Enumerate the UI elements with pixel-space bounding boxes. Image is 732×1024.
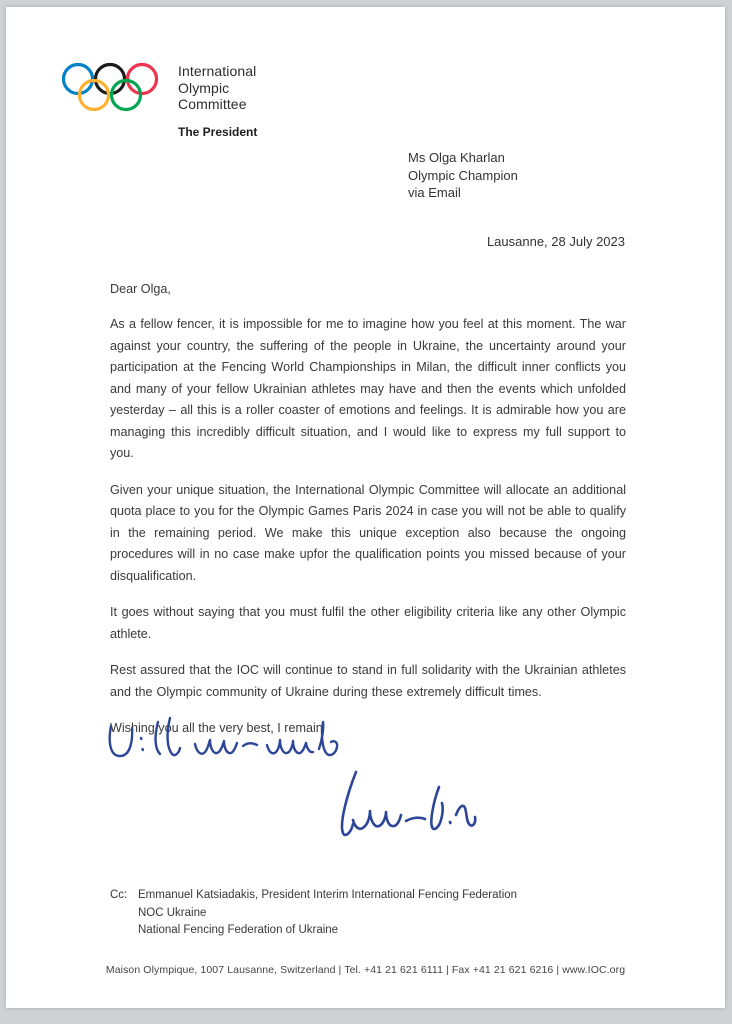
ring-red	[128, 65, 157, 94]
cc-entry: Emmanuel Katsiadakis, President Interim International Fencing Federation	[138, 889, 518, 901]
letter-body	[110, 279, 626, 739]
org-name	[178, 63, 256, 113]
recipient-title: Olympic Champion	[408, 167, 518, 183]
body-paragraph: As a fellow fencer, it is impossible for me to imagine how you feel at this moment. The war against your country, the suffering of the people in Ukraine, the uncertainty around your participation at the Fencing World Championships in Milan, the difficult inner conflicts you and many of your fellow Ukrainian athletes may have and then the events which unfolded yesterday – all this is a roller coaster of emotions and feelings. It is admirable how you are managing this incredibly difficult situation, and I would like to express my full support to you.	[110, 317, 626, 460]
org-name-line: Committee	[178, 96, 247, 112]
letter-page	[6, 7, 725, 1008]
body-paragraph: It goes without saying that you must fulfil the other eligibility criteria like any other Olympic athlete.	[110, 605, 626, 641]
salutation: Dear Olga,	[110, 282, 171, 296]
signature-strokes	[342, 772, 475, 835]
cc-entry: National Fencing Federation of Ukraine	[138, 924, 339, 936]
body-paragraph: Given your unique situation, the International Olympic Committee will allocate an additional quota place to you for the Olympic Games Paris 2024 in case you will not be able to qualify in the remaining period. We make this unique exception also because the ongoing procedures will in no case make upfor the qualification points you missed because of your disqualification.	[110, 482, 626, 583]
org-name-line: International	[178, 63, 257, 79]
signature-scribble	[292, 765, 477, 850]
org-name-line: Olympic	[178, 79, 230, 96]
recipient-delivery: via Email	[408, 185, 461, 200]
cc-label: Cc:	[110, 889, 128, 901]
handwriting-strokes	[110, 718, 337, 756]
ring-black	[96, 65, 125, 94]
ring-green	[112, 81, 141, 110]
sender-title: The President	[178, 125, 258, 139]
recipient-name: Ms Olga Kharlan	[408, 150, 505, 165]
dateline: Lausanne, 28 July 2023	[486, 234, 625, 249]
footer-contact-line: Maison Olympique, 1007 Lausanne, Switzerland | Tel. +41 21 621 6111 | Fax +41 21 621 6216 | www.IOC.org	[105, 964, 626, 976]
ring-blue	[64, 65, 93, 94]
closing-line: Wishing you all the very best, I remain	[110, 721, 323, 735]
cc-block	[110, 887, 517, 940]
recipient-block	[408, 149, 518, 202]
body-paragraph: Rest assured that the IOC will continue to stand in full solidarity with the Ukrainian athletes and the Olympic community of Ukraine during these extremely difficult times.	[110, 663, 626, 699]
cc-entries	[138, 887, 517, 940]
ring-yellow	[80, 81, 109, 110]
cc-entry: NOC Ukraine	[138, 906, 207, 919]
olympic-rings-logo	[60, 61, 162, 115]
handwritten-regards	[102, 711, 342, 771]
